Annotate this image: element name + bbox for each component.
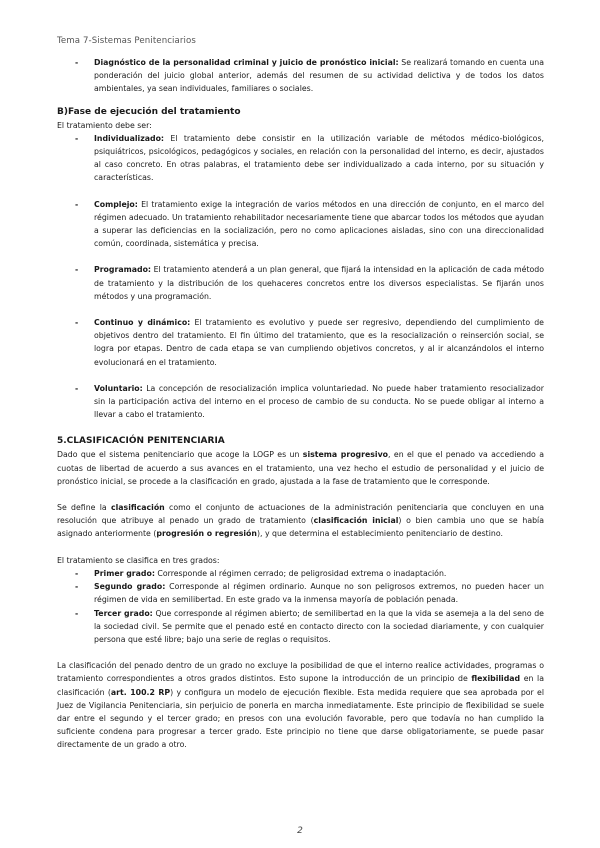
text-run: Se define la <box>57 503 111 513</box>
list-item-term: Primer grado: <box>94 568 155 578</box>
list-item-term: Voluntario: <box>94 383 143 393</box>
section-heading: 5.CLASIFICACIÓN PENITENCIARIA <box>57 436 225 447</box>
text-run: en la clasificación ( <box>57 674 545 697</box>
text-run-bold: flexibilidad <box>471 674 521 684</box>
list-item-text: El tratamiento es evolutivo y puede ser regresivo, dependiendo del cumplimiento de objetivos dentro del tratamiento. El fin último del tratamiento, que es la resocialización o reinserción social, se logra por etapas. Dentro de cada etapa se van cumpliendo objetivos concretos, y al ir alcanzándolos el interno evolucionará en el tratamiento. <box>94 318 544 367</box>
list-item <box>57 132 544 185</box>
document-body <box>57 56 544 752</box>
list-item-text: Corresponde al régimen ordinario. Aunque no son peligrosos extremos, no pueden hacer un régimen de vida en semilibertad. En este grado va la inmensa mayoría de población penada. <box>94 582 544 605</box>
paragraph <box>57 659 544 751</box>
list-item-term: Individualizado: <box>94 133 165 143</box>
text-run-bold: progresión o regresión <box>156 529 257 539</box>
list-item-text: El tratamiento debe consistir en la utilización variable de métodos médico-biológicos, psiquiátricos, psicológicos, pedagógicos y sociales, en relación con la personalidad del interno, es decir, ajustados al caso concreto. En otras palabras, el tratamiento debe ser individualizado a cada interno, por su situación y características. <box>94 133 544 183</box>
list-item-term: Segundo grado: <box>94 582 166 592</box>
list-item-term: Diagnóstico de la personalidad criminal y juicio de pronóstico inicial: <box>94 58 399 67</box>
list-item <box>57 263 544 303</box>
list-item-term: Tercer grado: <box>94 608 153 618</box>
paragraph: El tratamiento se clasifica en tres grados: <box>57 555 220 565</box>
text-run: como el conjunto de actuaciones de la administración penitenciaria que concluyen en una resolución que atribuye al penado un grado de tratamiento ( <box>57 503 544 526</box>
treatment-list <box>57 132 544 422</box>
list-item-text: La concepción de resocialización implica voluntariedad. No puede haber tratamiento resocializador sin la participación activa del interno en el proceso de cambio de su conducta. No se puede obligar al interno a llevar a cabo el tratamiento. <box>94 383 544 420</box>
text-run: ) o bien cambia uno que se había asignado anteriormente ( <box>57 516 544 539</box>
list-item <box>57 198 544 251</box>
list-item <box>57 56 544 96</box>
section-heading: B)Fase de ejecución del tratamiento <box>57 106 241 117</box>
page-header-title: Tema 7-Sistemas Penitenciarios <box>57 36 196 46</box>
list-item-term: Programado: <box>94 265 152 275</box>
list-item-term: Complejo: <box>94 199 138 209</box>
list-item-text: Corresponde al régimen cerrado; de peligrosidad extrema o inadaptación. <box>154 568 447 578</box>
paragraph <box>57 501 544 541</box>
list-item <box>57 567 544 580</box>
list-item <box>57 316 544 369</box>
page-number: 2 <box>297 826 303 836</box>
list-item-text: El tratamiento atenderá a un plan general, que fijará la intensidad en la aplicación de cada método de tratamiento y la distribución de los quehaceres concretos entre los diversos especialistas. Se fijarán unos métodos y una programación. <box>94 265 544 301</box>
list-item-text: Que corresponde al régimen abierto; de semilibertad en la que la vida se asemeja a la del seno de la sociedad civil. Se permite que el penado esté en contacto directo con la sociedad diariamente, y con cualquier persona que esté libre; bajo una serie de reglas o requisitos. <box>94 608 544 644</box>
list-item-text: El tratamiento exige la integración de varios métodos en una dirección de conjunto, en el marco del régimen adecuado. Un tratamiento rehabilitador necesariamente tiene que abarcar todos los métodos que ayudan a superar las deficiencias en la socialización, pero no como aplicaciones aisladas, sino con una direccionalidad común, coordinada, sistemática y precisa. <box>94 199 544 249</box>
list-item <box>57 607 544 647</box>
text-run: Dado que el sistema penitenciario que acoge la LOGP es un <box>57 450 303 460</box>
section-lead: El tratamiento debe ser: <box>57 120 152 130</box>
grades-list <box>57 567 544 646</box>
text-run: ), y que determina el establecimiento penitenciario de destino. <box>256 529 503 539</box>
text-run-bold: sistema progresivo <box>302 450 389 460</box>
text-run-bold: art. 100.2 RP <box>110 687 171 697</box>
list-item <box>57 382 544 422</box>
list-item <box>57 580 544 606</box>
text-run-bold: clasificación <box>111 503 165 513</box>
text-run-bold: clasificación inicial <box>313 516 399 526</box>
text-run: , en el que el penado va accediendo a cuotas de libertad de acuerdo a sus avances en el tratamiento, una vez hecho el estudio de personalidad y el juicio de pronóstico inicial, se procede a la clasificación en grado, ajustada a la fase de tratamiento que le corresponde. <box>57 450 544 486</box>
list-item-term: Continuo y dinámico: <box>94 318 191 328</box>
text-run: La clasificación del penado dentro de un grado no excluye la posibilidad de que el interno realice actividades, programas o tratamiento correspondientes a otros grados distintos. Esto supone la introducción de un principio de <box>57 661 544 684</box>
paragraph <box>57 448 544 488</box>
list-item-text: Se realizará tomando en cuenta una ponderación del juicio global anterior, además del resumen de su actividad delictiva y de todos los datos ambientales, ya sean individuales, familiares o sociales. <box>94 58 544 94</box>
text-run: ) y configura un modelo de ejecución flexible. Esta medida requiere que sea aprobada por el Juez de Vigilancia Penitenciaria, sin perjuicio de ponerla en marcha inmediatamente. Este principio de flexibilidad se suele dar entre el segundo y el tercer grado; en presos con una evolución favorable, pero que todavía no han cumplido la suficiente condena para progresar a tercer grado. Este principio no tiene que darse obligatoriamente, se puede pasar directamente de un grado a otro. <box>57 687 544 750</box>
intro-list <box>57 56 544 96</box>
